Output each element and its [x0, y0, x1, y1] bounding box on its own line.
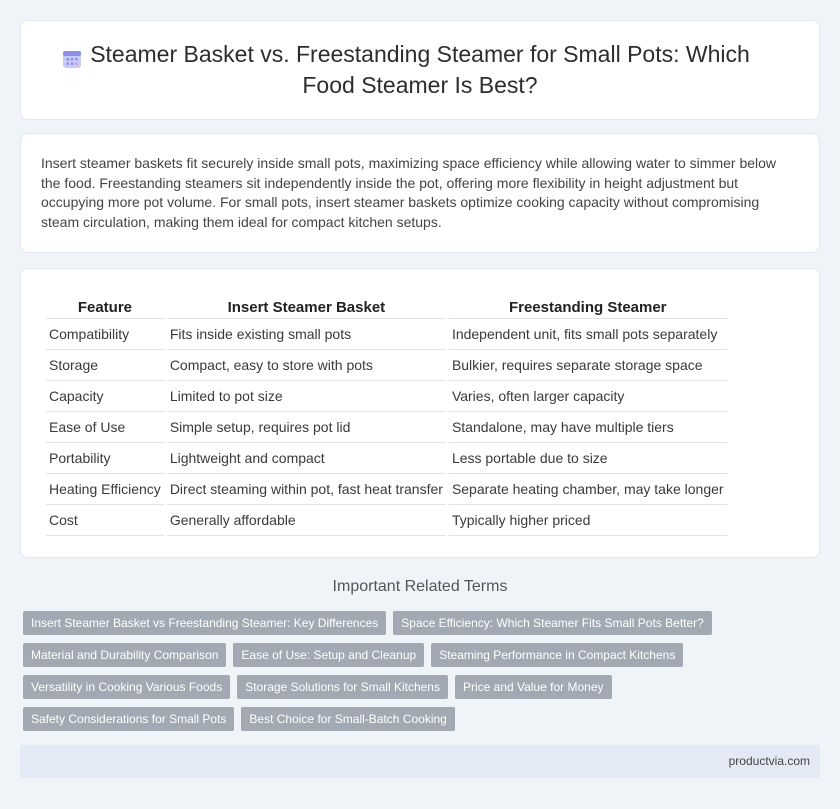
table-cell: Compact, easy to store with pots: [167, 350, 446, 381]
header-insert-basket: Insert Steamer Basket: [167, 295, 446, 319]
comparison-table-card: [20, 268, 820, 558]
tag-row: [23, 643, 813, 667]
table-header-row: [46, 295, 727, 319]
related-terms-tags: [23, 611, 813, 739]
table-cell: Ease of Use: [46, 412, 164, 443]
table-cell: Independent unit, fits small pots separately: [449, 319, 727, 350]
page-title: Steamer Basket vs. Freestanding Steamer for Small Pots: Which Food Steamer Is Best?: [90, 41, 750, 98]
table-cell: Limited to pot size: [167, 381, 446, 412]
tag-row: [23, 707, 813, 731]
related-term-tag[interactable]: Space Efficiency: Which Steamer Fits Small Pots Better?: [393, 611, 712, 635]
table-cell: Compatibility: [46, 319, 164, 350]
table-row: [46, 474, 727, 505]
table-row: [46, 412, 727, 443]
table-cell: Direct steaming within pot, fast heat transfer: [167, 474, 446, 505]
table-cell: Generally affordable: [167, 505, 446, 536]
table-cell: Typically higher priced: [449, 505, 727, 536]
tag-row: [23, 611, 813, 635]
related-term-tag[interactable]: Price and Value for Money: [455, 675, 612, 699]
table-cell: Portability: [46, 443, 164, 474]
table-row: [46, 350, 727, 381]
related-term-tag[interactable]: Storage Solutions for Small Kitchens: [237, 675, 448, 699]
table-cell: Heating Efficiency: [46, 474, 164, 505]
related-term-tag[interactable]: Insert Steamer Basket vs Freestanding Steamer: Key Differences: [23, 611, 386, 635]
header-feature: Feature: [46, 295, 164, 319]
comparison-table: [43, 295, 730, 536]
title-card: [20, 20, 820, 120]
intro-paragraph: Insert steamer baskets fit securely inside small pots, maximizing space efficiency while allowing water to simmer below the food. Freestanding steamers sit independently inside the pot, offering more flexibility in height adjustment but occupying more pot volume. For small pots, insert steamer baskets optimize cooking capacity without compromising steam circulation, making them ideal for compact kitchen setups.: [41, 155, 777, 230]
related-term-tag[interactable]: Material and Durability Comparison: [23, 643, 226, 667]
table-cell: Cost: [46, 505, 164, 536]
table-cell: Bulkier, requires separate storage space: [449, 350, 727, 381]
title-wrap: [21, 21, 819, 119]
table-cell: Simple setup, requires pot lid: [167, 412, 446, 443]
related-term-tag[interactable]: Best Choice for Small-Batch Cooking: [241, 707, 454, 731]
table-row: [46, 319, 727, 350]
related-terms-title: Important Related Terms: [332, 578, 508, 595]
header-freestanding: Freestanding Steamer: [449, 295, 727, 319]
table-cell: Varies, often larger capacity: [449, 381, 727, 412]
table-row: [46, 381, 727, 412]
table-cell: Separate heating chamber, may take longer: [449, 474, 727, 505]
related-term-tag[interactable]: Safety Considerations for Small Pots: [23, 707, 234, 731]
footer-site-link[interactable]: productvia.com: [728, 754, 810, 768]
table-row: [46, 443, 727, 474]
table-cell: Less portable due to size: [449, 443, 727, 474]
intro-card: [20, 133, 820, 253]
related-term-tag[interactable]: Ease of Use: Setup and Cleanup: [233, 643, 424, 667]
tag-row: [23, 675, 813, 699]
related-term-tag[interactable]: Steaming Performance in Compact Kitchens: [431, 643, 683, 667]
related-term-tag[interactable]: Versatility in Cooking Various Foods: [23, 675, 230, 699]
table-cell: Storage: [46, 350, 164, 381]
table-cell: Capacity: [46, 381, 164, 412]
table-cell: Fits inside existing small pots: [167, 319, 446, 350]
footer: [20, 745, 820, 778]
table-cell: Lightweight and compact: [167, 443, 446, 474]
table-cell: Standalone, may have multiple tiers: [449, 412, 727, 443]
table-row: [46, 505, 727, 536]
